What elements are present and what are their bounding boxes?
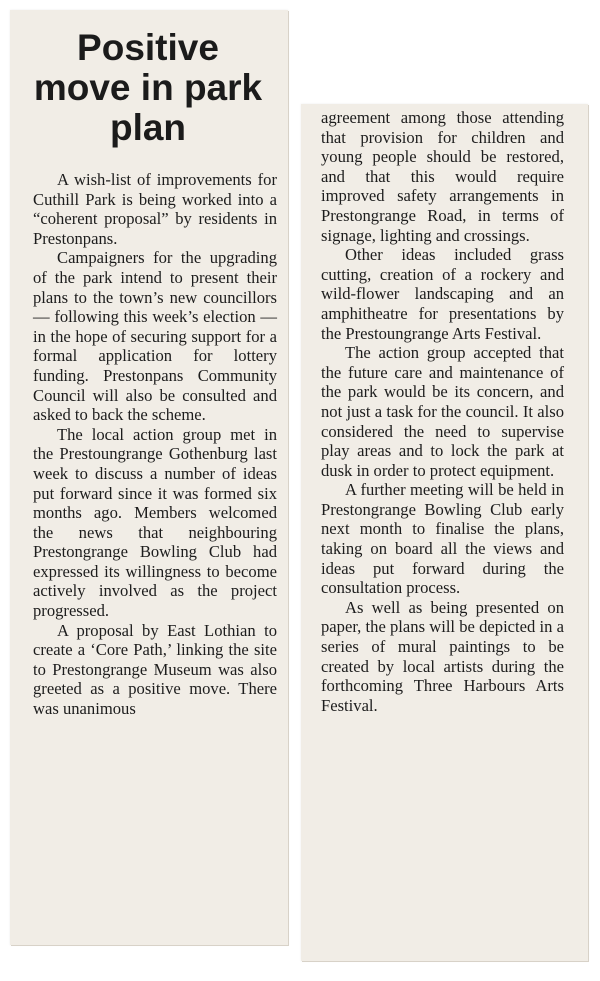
- paragraph: As well as being presented on paper, the plans will be depicted in a series of mural paintings to be created by local artists during the forthcoming Three Harbours Arts Festival.: [321, 597, 564, 715]
- paragraph: A proposal by East Lothian to create a ‘Core Path,’ linking the site to Prestongrange Museum was also greeted as a positive move. There was unanimous: [33, 620, 277, 719]
- paragraph: Campaigners for the upgrading of the park intend to present their plans to the town’s new councillors — following this week’s election — in the hope of securing support for a formal application for lottery funding. Prestonpans Community Council will also be consulted and asked to back the scheme.: [33, 248, 277, 425]
- article-headline: Positive move in park plan: [33, 27, 263, 148]
- paragraph-continued: agreement among those attending that provision for children and young people should be restored, and that this would require improved safety arrangements in Prestongrange Road, in terms of signage, lighting and crossings.: [321, 108, 564, 245]
- paragraph: The local action group met in the Prestoungrange Gothenburg last week to discuss a number of ideas put forward since it was formed six months ago. Members welcomed the news that neighbouring Prestongrange Bowling Club had expressed its willingness to become actively involved as the project progressed.: [33, 424, 277, 621]
- paragraph: The action group accepted that the future care and maintenance of the park would be its concern, and not just a task for the council. It also considered the need to supervise play areas and to lock the park at dusk in order to protect equipment.: [321, 343, 564, 480]
- paragraph: Other ideas included grass cutting, creation of a rockery and wild-flower landscaping and an amphitheatre for presentations by the Prestoungrange Arts Festival.: [321, 245, 564, 343]
- paragraph: A wish-list of improvements for Cuthill Park is being worked into a “coherent proposal” by residents in Prestonpans.: [33, 170, 277, 248]
- article-column-right: [321, 108, 564, 715]
- paragraph: A further meeting will be held in Prestongrange Bowling Club early next month to finalise the plans, taking on board all the views and ideas put forward during the consultation process.: [321, 480, 564, 598]
- article-column-left: [33, 170, 277, 719]
